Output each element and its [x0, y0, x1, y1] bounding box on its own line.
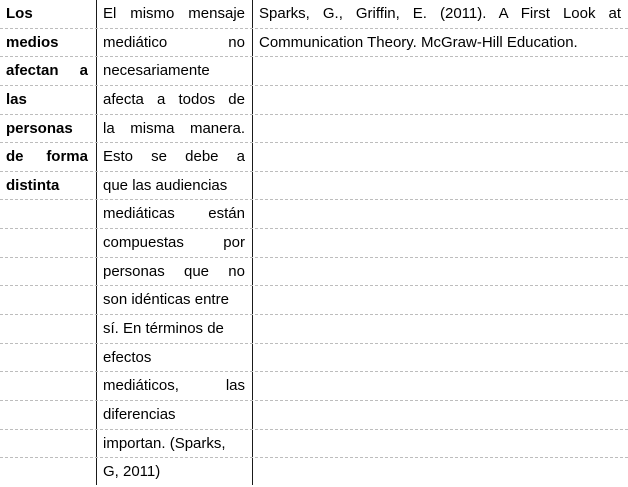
- table-row: [0, 229, 628, 258]
- table-row: [0, 344, 628, 373]
- explanation-line: mediáticos, las: [103, 377, 245, 395]
- claim-line: Los: [6, 5, 33, 22]
- explanation-line: son idénticas entre: [103, 291, 229, 309]
- claim-line: de forma: [6, 148, 88, 166]
- claim-line: distinta: [6, 176, 60, 194]
- table-row: [0, 430, 628, 459]
- table-row: [0, 286, 628, 315]
- table-row: [0, 200, 628, 229]
- reference-line: Communication Theory. McGraw-Hill Education.: [259, 33, 578, 51]
- claim-line: las: [6, 90, 27, 108]
- explanation-line: G, 2011): [103, 463, 161, 481]
- claim-line: medios: [6, 33, 59, 51]
- table-row: [0, 315, 628, 344]
- explanation-line: que las audiencias: [103, 176, 228, 194]
- table-row: [0, 258, 628, 287]
- reference-line: Sparks, G., Griffin, E. (2011). A First Look at: [259, 5, 621, 22]
- claim-line: afectan a: [6, 62, 88, 80]
- explanation-line: Esto se debe a: [103, 148, 245, 166]
- table-row: [0, 0, 628, 29]
- table-row: [0, 143, 628, 172]
- explanation-line: personas que no: [103, 262, 245, 280]
- table-row: [0, 29, 628, 58]
- explanation-line: diferencias: [103, 405, 176, 423]
- explanation-line: afecta a todos de: [103, 90, 245, 108]
- explanation-line: mediáticas están: [103, 205, 245, 223]
- table-row: [0, 86, 628, 115]
- table-row: [0, 172, 628, 201]
- explanation-line: necesariamente: [103, 62, 210, 80]
- table-row: [0, 57, 628, 86]
- table-row: [0, 115, 628, 144]
- explanation-line: efectos: [103, 348, 152, 366]
- explanation-line: importan. (Sparks,: [103, 434, 226, 452]
- explanation-line: compuestas por: [103, 234, 245, 252]
- table-row: [0, 401, 628, 430]
- explanation-line: mediático no: [103, 33, 245, 51]
- claim-line: personas: [6, 119, 73, 137]
- explanation-line: El mismo mensaje: [103, 5, 245, 22]
- table-row: [0, 372, 628, 401]
- table-row: [0, 458, 628, 487]
- explanation-line: sí. En términos de: [103, 320, 224, 338]
- explanation-line: la misma manera.: [103, 119, 245, 137]
